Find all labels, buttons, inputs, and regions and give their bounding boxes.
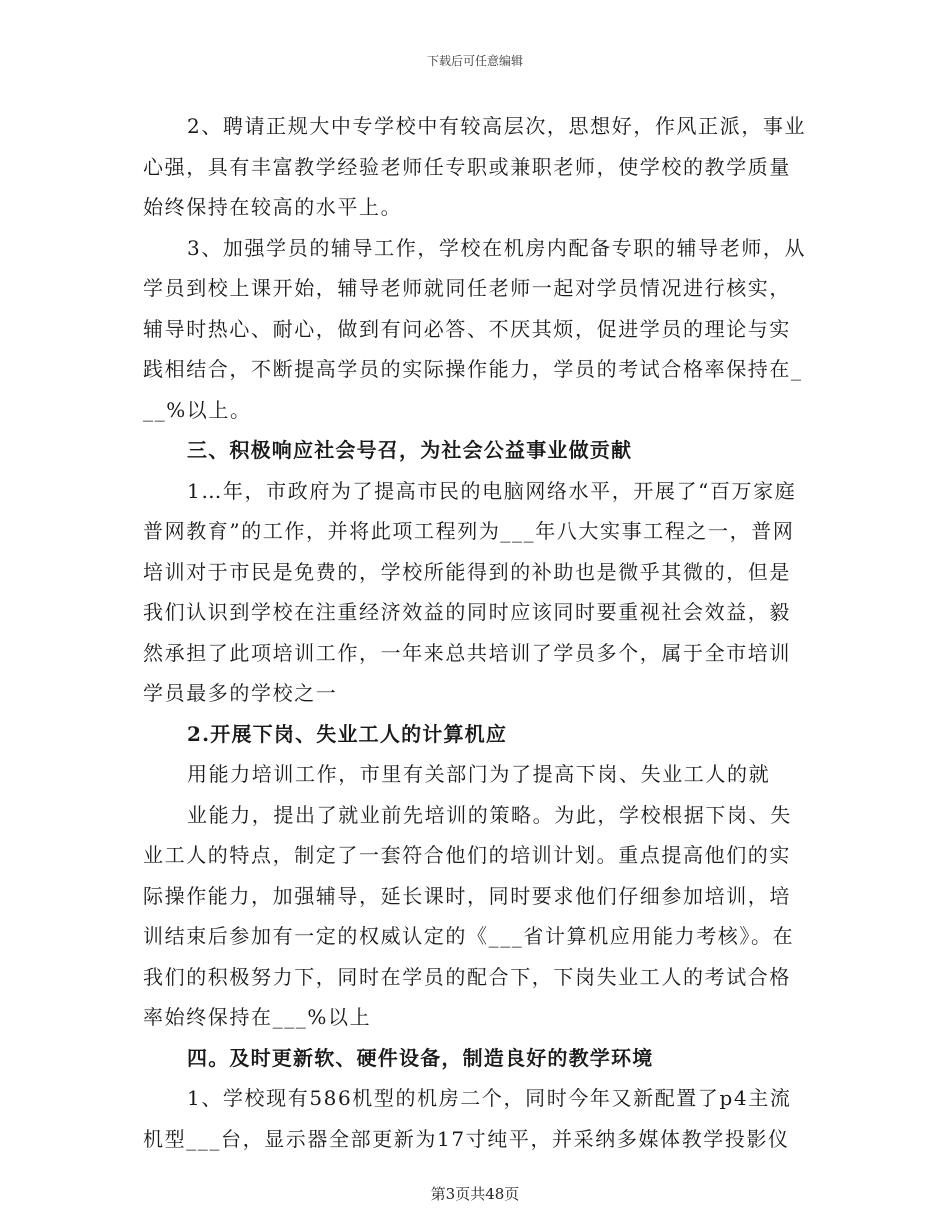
text-line: 辅导时热心、耐心，做到有问必答、不厌其烦，促进学员的理论与实: [143, 316, 791, 341]
text-line: 训结束后参加有一定的权威认定的《___省计算机应用能力考核》。在: [143, 924, 795, 948]
text-line: 践相结合，不断提高学员的实际操作能力，学员的考试合格率保持在_: [143, 357, 803, 381]
text-line: 然承担了此项培训工作，一年来总共培训了学员多个，属于全市培训: [143, 640, 791, 665]
section-heading: 2.开展下岗、失业工人的计算机应: [187, 721, 508, 746]
text-line: 1…年，市政府为了提高市民的电脑网络水平，开展了“百万家庭: [187, 478, 797, 503]
text-line: 业工人的特点，制定了一套符合他们的培训计划。重点提高他们的实: [143, 843, 791, 867]
text-line: 我们认识到学校在注重经济效益的同时应该同时要重视社会效益，毅: [143, 600, 791, 624]
text-line: 学员到校上课开始，辅导老师就同任老师一起对学员情况进行核实，: [143, 276, 791, 300]
text-line: 心强，具有丰富教学经验老师任专职或兼职老师，使学校的教学质量: [143, 154, 791, 179]
text-line: 用能力培训工作，市里有关部门为了提高下岗、失业工人的就: [187, 762, 771, 786]
text-line: 业能力，提出了就业前先培训的策略。为此，学校根据下岗、失: [187, 802, 792, 827]
text-line: 学员最多的学校之一: [143, 681, 338, 705]
text-line: 际操作能力，加强辅导，延长课时，同时要求他们仔细参加培训，培: [143, 883, 791, 908]
text-line: 普网教育”的工作，并将此项工程列为___年八大实事工程之一，普网: [143, 519, 795, 543]
text-line: 3、加强学员的辅导工作，学校在机房内配备专职的辅导老师，从: [187, 235, 807, 260]
text-line: 2、聘请正规大中专学校中有较高层次，思想好，作风正派，事业: [187, 114, 807, 138]
text-line: 机型___台，显示器全部更新为17寸纯平，并采纳多媒体教学投影仪: [143, 1126, 790, 1151]
section-heading: 三、积极响应社会号召，为社会公益事业做贡献: [187, 438, 633, 462]
text-line: 我们的积极努力下，同时在学员的配合下，下岗失业工人的考试合格: [143, 964, 791, 989]
page-footer: 第3页共48页: [430, 1185, 520, 1203]
document-body: [143, 106, 811, 1159]
text-line: 始终保持在较高的水平上。: [143, 195, 403, 219]
section-heading: 四。及时更新软、硬件设备，制造良好的教学环境: [187, 1045, 654, 1070]
text-line: 率始终保持在___%以上: [143, 1005, 372, 1029]
text-line: 1、学校现有586机型的机房二个，同时今年又新配置了p4主流: [187, 1086, 792, 1110]
text-line: __%以上。: [143, 397, 252, 422]
page-header: 下载后可任意编辑: [426, 54, 523, 68]
text-line: 培训对于市民是免费的，学校所能得到的补助也是微乎其微的，但是: [143, 559, 791, 584]
